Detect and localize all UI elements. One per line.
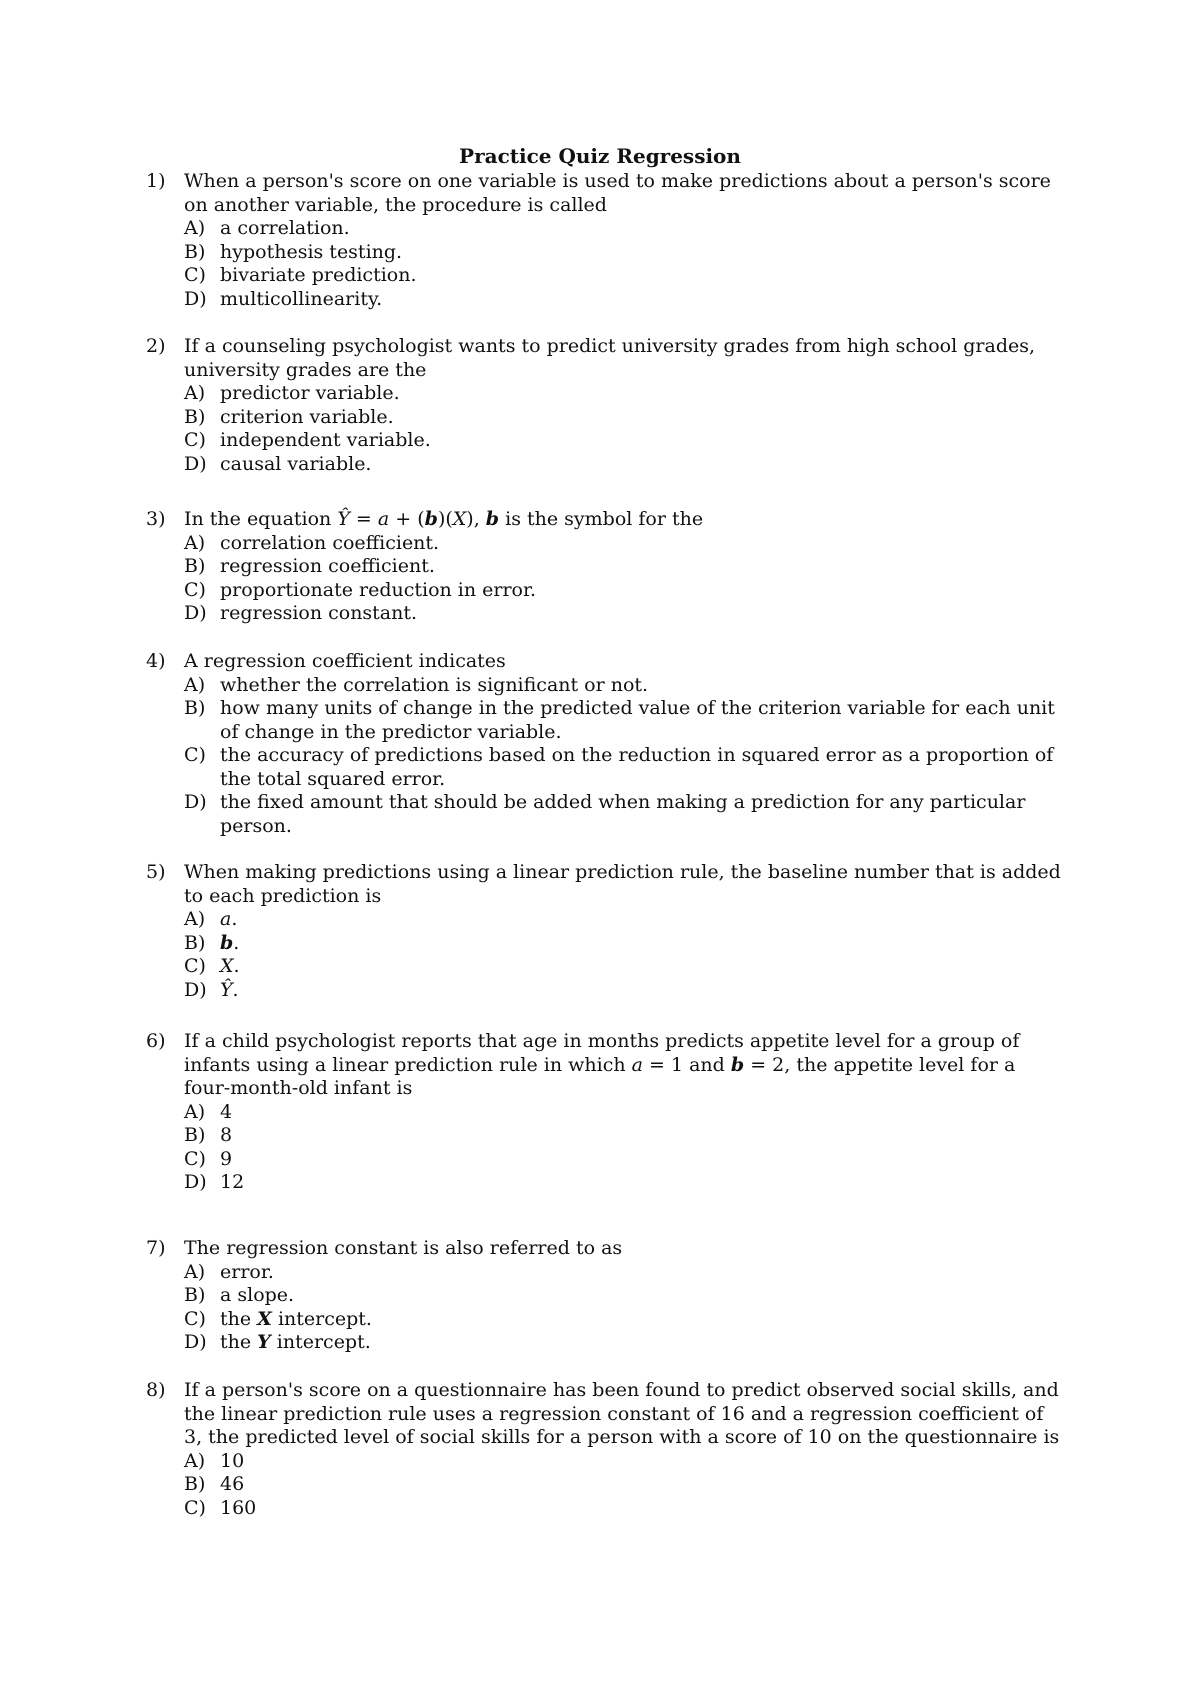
option-letter: D) bbox=[184, 452, 207, 475]
option-text: 4 bbox=[220, 1100, 233, 1123]
option-text: how many units of change in the predicted value of the criterion variable for each unit of change in the predictor variable. bbox=[220, 697, 1055, 743]
x-symbol: X bbox=[452, 508, 467, 530]
question-stem bbox=[146, 650, 1066, 674]
option-letter: D) bbox=[184, 978, 207, 1001]
option-a bbox=[146, 908, 1066, 932]
option-letter: B) bbox=[184, 240, 206, 263]
option-a bbox=[146, 1101, 1066, 1125]
option-a bbox=[146, 1261, 1066, 1285]
option-c bbox=[146, 579, 1066, 603]
option-text: multicollinearity. bbox=[220, 287, 383, 310]
option-text: a correlation. bbox=[220, 217, 350, 239]
option-letter: B) bbox=[184, 555, 206, 577]
option-b bbox=[146, 555, 1066, 579]
option-d bbox=[146, 288, 1066, 312]
a-symbol: a bbox=[377, 508, 390, 530]
option-letter: D) bbox=[184, 1171, 207, 1193]
option-d bbox=[146, 979, 1066, 1003]
b-symbol: b bbox=[730, 1053, 745, 1076]
option-text: 9 bbox=[220, 1147, 233, 1170]
question-number: 8) bbox=[146, 1379, 166, 1401]
option-letter: D) bbox=[184, 1331, 207, 1353]
option-text: regression constant. bbox=[220, 602, 418, 624]
b-symbol: b bbox=[485, 508, 500, 530]
option-symbol: b bbox=[220, 931, 234, 954]
option-b bbox=[146, 1284, 1066, 1308]
option-d bbox=[146, 791, 1066, 838]
option-b bbox=[146, 406, 1066, 430]
page-title: Practice Quiz Regression bbox=[459, 144, 741, 168]
option-text: regression coefficient. bbox=[220, 555, 435, 577]
option-text: error. bbox=[220, 1260, 274, 1283]
option-c bbox=[146, 1148, 1066, 1172]
option-letter: C) bbox=[184, 429, 206, 451]
question-text: If a person's score on a questionnaire has been found to predict observed social skills, and the linear prediction rule uses a regression constant of 16 and a regression coefficient of 3, the predicted level of social skills for a person with a score of 10 on the questionnaire is bbox=[184, 1379, 1060, 1448]
question-number: 5) bbox=[146, 861, 166, 883]
question-stem bbox=[146, 170, 1066, 217]
option-text: independent variable. bbox=[220, 429, 431, 451]
option-letter: B) bbox=[184, 1284, 206, 1306]
question-stem bbox=[146, 1237, 1066, 1261]
option-text: proportionate reduction in error. bbox=[220, 578, 537, 601]
y-hat-symbol: Ŷ bbox=[337, 508, 350, 530]
option-a bbox=[146, 217, 1066, 241]
option-c bbox=[146, 1497, 1066, 1521]
question-number: 2) bbox=[146, 335, 166, 357]
option-text: whether the correlation is significant or not. bbox=[220, 673, 649, 696]
option-a bbox=[146, 382, 1066, 406]
option-d: D) the Y intercept. bbox=[184, 1331, 371, 1353]
option-text: correlation coefficient. bbox=[220, 531, 440, 554]
option-b bbox=[146, 241, 1066, 265]
option-letter: D) bbox=[184, 602, 207, 624]
option-c bbox=[146, 429, 1066, 453]
option-a bbox=[146, 1450, 1066, 1474]
option-text: 12 bbox=[220, 1171, 245, 1193]
question-stem bbox=[146, 1030, 1066, 1101]
option-d bbox=[146, 453, 1066, 477]
option-b bbox=[146, 1473, 1066, 1497]
question-text: In the equation Ŷ = a + (b)(X), b is the symbol for the bbox=[184, 508, 704, 530]
option-letter: D) bbox=[184, 791, 207, 813]
question-stem bbox=[146, 335, 1066, 382]
option-text: a slope. bbox=[220, 1284, 295, 1306]
question-stem bbox=[146, 1379, 1066, 1450]
option-symbol: X bbox=[220, 955, 234, 977]
question-4 bbox=[146, 650, 1066, 838]
question-8 bbox=[146, 1379, 1066, 1520]
question-text: If a counseling psychologist wants to predict university grades from high school grades, university grades are the bbox=[184, 335, 1036, 381]
question-text: When a person's score on one variable is used to make predictions about a person's score on another variable, the procedure is called bbox=[184, 170, 1051, 216]
option-text: . bbox=[233, 931, 240, 954]
option-text: intercept. bbox=[271, 1307, 372, 1330]
option-text: criterion variable. bbox=[220, 405, 394, 428]
question-stem bbox=[146, 861, 1066, 908]
question-5 bbox=[146, 861, 1066, 1002]
option-text: hypothesis testing. bbox=[220, 240, 403, 263]
option-letter: A) bbox=[184, 1100, 206, 1123]
option-c bbox=[146, 744, 1066, 791]
option-letter: C) bbox=[184, 264, 206, 286]
option-letter: C) bbox=[184, 1147, 206, 1170]
question-text: If a child psychologist reports that age in months predicts appetite level for a group of infants using a linear prediction rule in which a = 1 and b = 2, the appetite level for a four-month-old infant is bbox=[184, 1030, 1020, 1099]
question-number: 6) bbox=[146, 1030, 166, 1052]
option-text: . bbox=[231, 908, 238, 930]
option-letter: B) bbox=[184, 1473, 206, 1495]
option-c bbox=[146, 955, 1066, 979]
question-1 bbox=[146, 170, 1066, 311]
option-text: 46 bbox=[220, 1473, 245, 1495]
option-b bbox=[146, 1124, 1066, 1148]
option-text: the accuracy of predictions based on the reduction in squared error as a proportion of the total squared error. bbox=[220, 744, 1054, 790]
option-letter: D) bbox=[184, 287, 207, 310]
question-text: When making predictions using a linear prediction rule, the baseline number that is added to each prediction is bbox=[184, 861, 1061, 907]
option-letter: B) bbox=[184, 405, 206, 428]
option-letter: C) bbox=[184, 1496, 206, 1519]
option-text: 10 bbox=[220, 1449, 245, 1472]
question-3 bbox=[146, 508, 1066, 626]
question-number: 1) bbox=[146, 170, 166, 192]
a-symbol: a bbox=[631, 1053, 643, 1076]
option-a bbox=[146, 532, 1066, 556]
option-c: C) the X intercept. bbox=[184, 1307, 372, 1330]
option-letter: A) bbox=[184, 217, 206, 239]
option-letter: A) bbox=[184, 1449, 206, 1472]
option-letter: C) bbox=[184, 955, 206, 977]
question-stem bbox=[146, 508, 1066, 532]
option-a bbox=[146, 674, 1066, 698]
option-b bbox=[146, 697, 1066, 744]
option-letter: C) bbox=[184, 744, 206, 766]
option-text: the fixed amount that should be added when making a prediction for any particular person. bbox=[220, 791, 1026, 837]
option-symbol: a bbox=[220, 908, 232, 930]
question-2 bbox=[146, 335, 1066, 476]
question-number: 7) bbox=[146, 1237, 166, 1259]
option-letter: A) bbox=[184, 531, 206, 554]
option-letter: A) bbox=[184, 908, 206, 930]
option-text: predictor variable. bbox=[220, 382, 400, 404]
option-letter: C) bbox=[184, 1307, 206, 1330]
question-number: 4) bbox=[146, 650, 166, 672]
option-text: intercept. bbox=[270, 1331, 371, 1353]
question-number: 3) bbox=[146, 508, 166, 530]
option-symbol: Ŷ bbox=[220, 978, 233, 1001]
option-b bbox=[146, 932, 1066, 956]
question-text: The regression constant is also referred to as bbox=[184, 1237, 623, 1259]
option-symbol: X bbox=[257, 1307, 272, 1330]
question-7 bbox=[146, 1237, 1066, 1355]
option-letter: B) bbox=[184, 931, 206, 954]
option-letter: A) bbox=[184, 673, 206, 696]
question-text: A regression coefficient indicates bbox=[184, 650, 506, 672]
option-symbol: Y bbox=[257, 1331, 271, 1353]
option-c bbox=[146, 264, 1066, 288]
option-d bbox=[146, 602, 1066, 626]
option-d bbox=[146, 1171, 1066, 1195]
option-letter: A) bbox=[184, 1260, 206, 1283]
b-symbol: b bbox=[424, 508, 438, 530]
option-text: 8 bbox=[220, 1124, 233, 1146]
option-text: 160 bbox=[220, 1496, 257, 1519]
option-letter: B) bbox=[184, 1124, 206, 1146]
option-text: causal variable. bbox=[220, 452, 372, 475]
option-text: . bbox=[232, 978, 239, 1001]
option-letter: B) bbox=[184, 697, 206, 719]
option-text: . bbox=[233, 955, 240, 977]
option-letter: A) bbox=[184, 382, 206, 404]
option-text: bivariate prediction. bbox=[220, 264, 417, 286]
question-6 bbox=[146, 1030, 1066, 1195]
option-letter: C) bbox=[184, 578, 206, 601]
